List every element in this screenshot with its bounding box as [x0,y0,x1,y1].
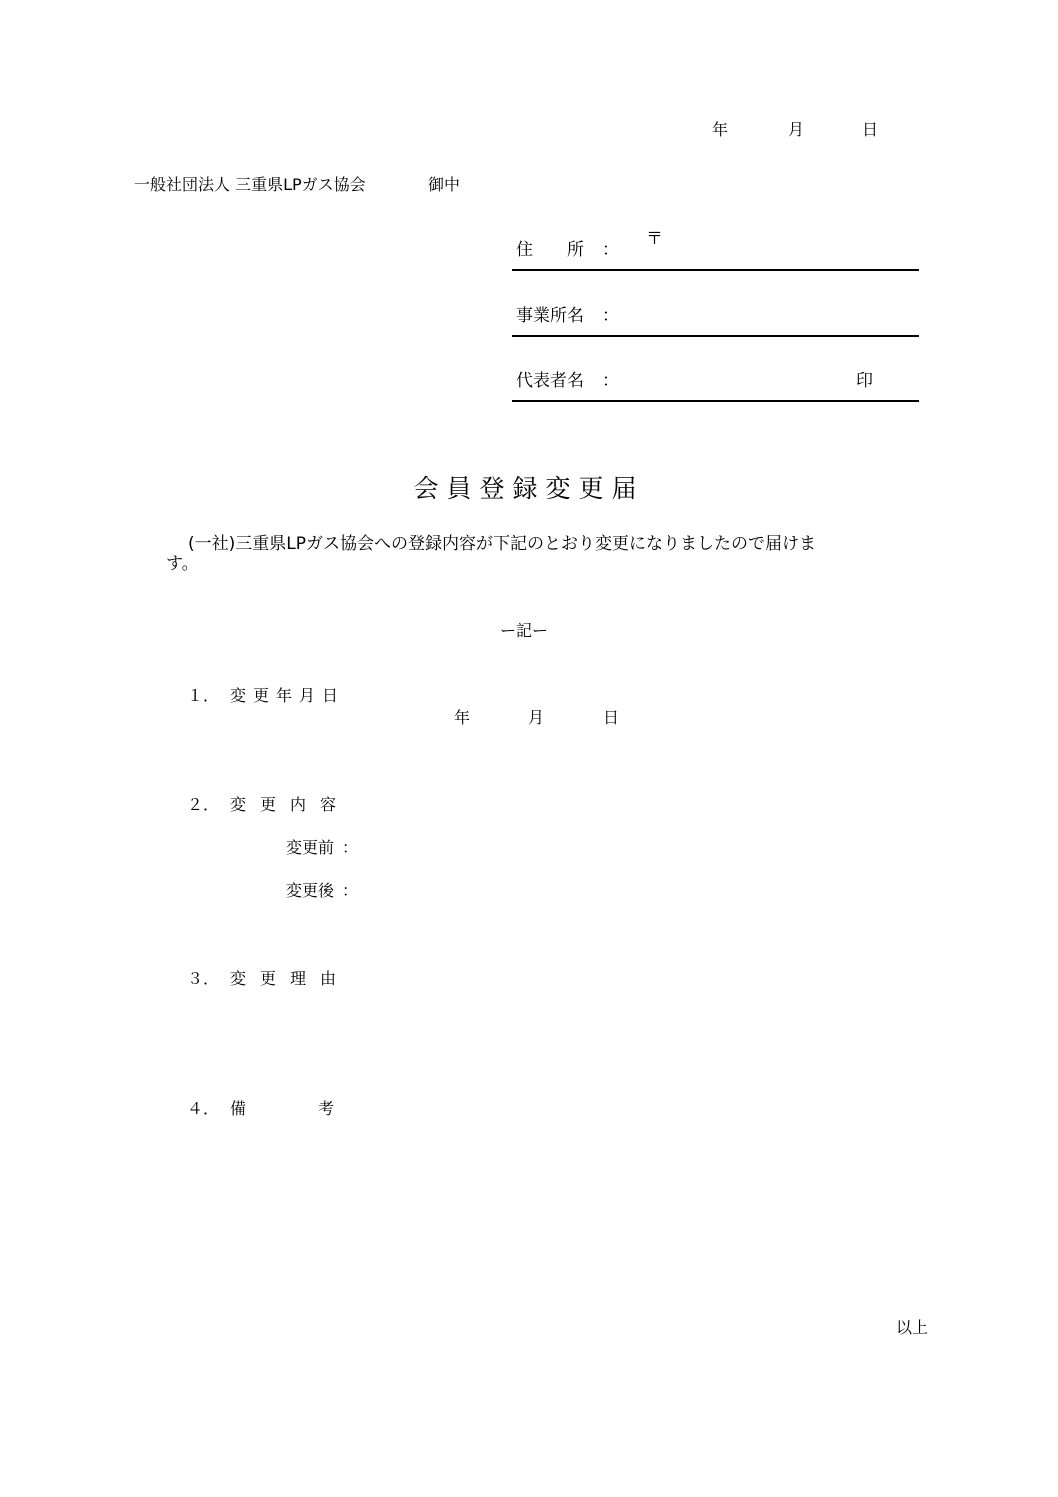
before-change-label: 変更前 [286,838,335,857]
item1-day: 日 [603,708,620,727]
item2-number: ２． [187,795,220,814]
office-name-underline [512,335,919,337]
body-text-line1: (一社)三重県LPガス協会への登録内容が下記のとおり変更になりましたので届けま [188,534,816,554]
before-change-colon: ： [342,838,359,857]
address-label: 住 所 [516,240,584,260]
item1-month: 月 [528,708,545,727]
postal-mark: 〒 [646,229,663,249]
item1-year: 年 [454,708,471,727]
after-change-label: 変更後 [286,881,335,900]
ki-heading: ー記ー [499,621,548,640]
item3-label: 変更理由 [230,969,351,988]
office-name-colon: ： [602,306,619,326]
address-colon: ： [602,240,619,260]
seal-mark: 印 [856,371,873,391]
recipient-honorific: 御中 [428,175,461,194]
item2-label: 変更内容 [230,795,351,814]
closing-text: 以上 [896,1318,929,1337]
representative-label: 代表者名 [516,371,584,391]
representative-underline [512,400,919,402]
body-text-line2: す。 [166,554,199,574]
after-change-colon: ： [342,881,359,900]
item3-number: ３． [187,969,220,988]
item1-label: 変更年月日 [230,686,346,705]
item4-label-left: 備 [230,1099,247,1118]
item1-number: １． [187,686,220,705]
recipient-organization: 一般社団法人 三重県LPガス協会 [134,175,366,194]
item4-number: ４． [187,1099,220,1118]
header-date-day: 日 [862,120,879,139]
office-name-label: 事業所名 [516,306,584,326]
address-underline [512,269,919,271]
header-date-month: 月 [788,120,805,139]
item4-label-right: 考 [318,1099,335,1118]
document-title: 会員登録変更届 [413,474,645,503]
header-date-year: 年 [712,120,729,139]
representative-colon: ： [602,371,619,391]
